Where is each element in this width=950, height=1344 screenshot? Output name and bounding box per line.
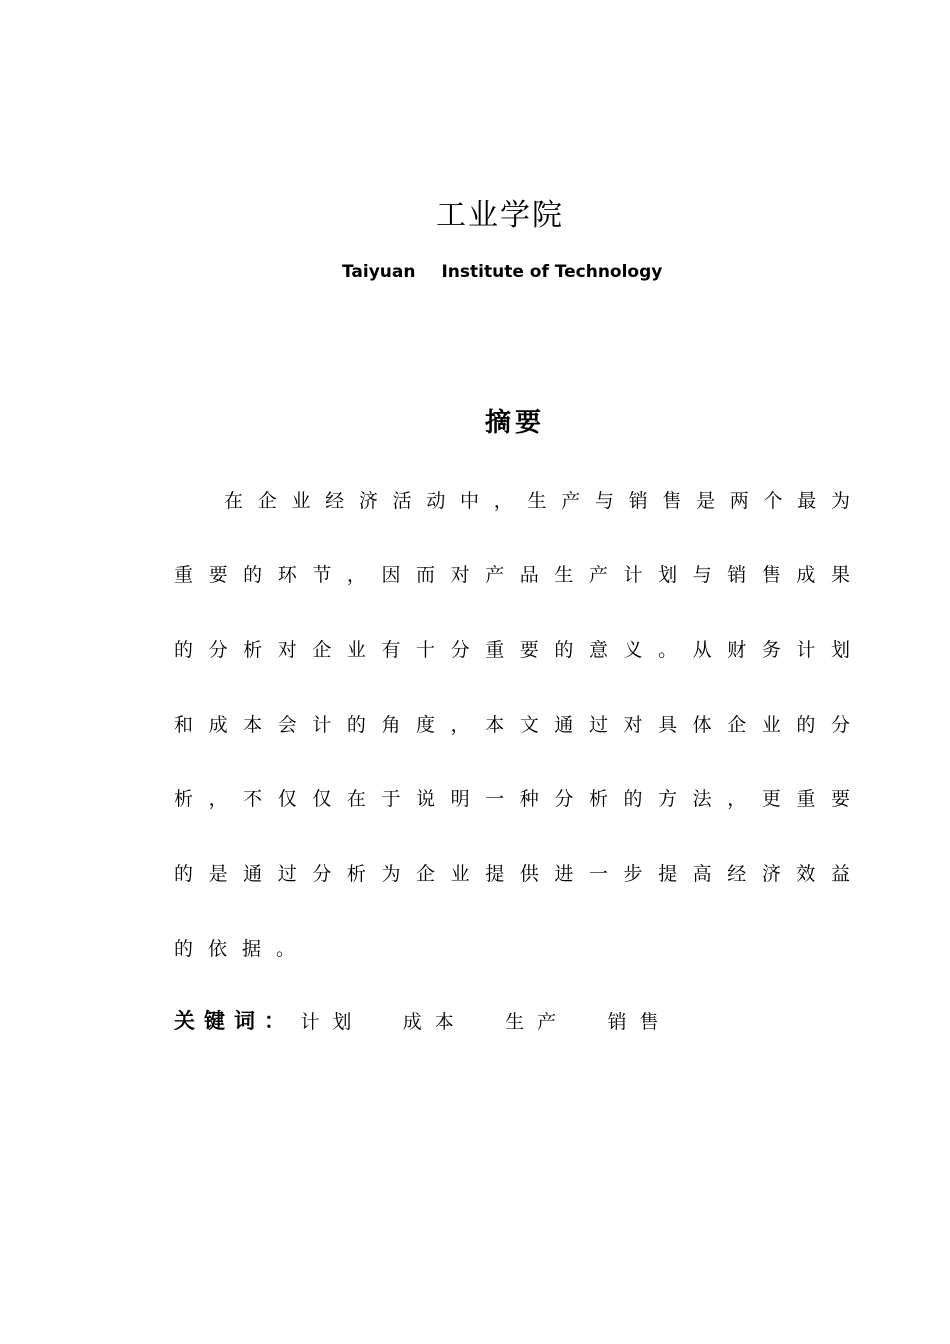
keywords-label: 关键词： (174, 1009, 294, 1033)
abstract-char: 。 (276, 938, 296, 960)
abstract-char: 析 (243, 639, 263, 661)
abstract-char: 重 (485, 639, 505, 661)
school-name-english-part1: Taiyuan (342, 262, 416, 282)
abstract-char: 划 (830, 639, 850, 661)
abstract-char: 过 (588, 714, 608, 736)
abstract-char: 步 (623, 863, 643, 885)
abstract-char: 分 (450, 639, 470, 661)
abstract-char: 种 (519, 788, 539, 810)
abstract-char: 要 (830, 788, 850, 810)
abstract-char: 的 (243, 564, 263, 586)
abstract-line (174, 861, 850, 887)
abstract-char: 在 (224, 490, 244, 512)
school-name-chinese: 工业学院 (436, 198, 564, 233)
abstract-char: 义 (623, 639, 643, 661)
abstract-char: 于 (381, 788, 401, 810)
abstract-char: 售 (662, 490, 682, 512)
abstract-char: 效 (796, 863, 816, 885)
abstract-char: 的 (346, 714, 366, 736)
abstract-char: 计 (623, 564, 643, 586)
abstract-char: 的 (174, 863, 194, 885)
abstract-char: 会 (277, 714, 297, 736)
abstract-char: 务 (761, 639, 781, 661)
abstract-char: 角 (381, 714, 401, 736)
abstract-line (224, 488, 850, 514)
abstract-char: 十 (416, 639, 436, 661)
abstract-char: 重 (796, 788, 816, 810)
abstract-char: 的 (796, 714, 816, 736)
abstract-line (174, 786, 850, 812)
abstract-char: 高 (692, 863, 712, 885)
abstract-char: 产 (485, 564, 505, 586)
abstract-line (174, 712, 850, 738)
abstract-char: 不 (243, 788, 263, 810)
abstract-char: 生 (527, 490, 547, 512)
school-name-english-part2: Institute of Technology (441, 262, 663, 282)
abstract-char: 企 (416, 863, 436, 885)
abstract-char: 的 (174, 639, 194, 661)
abstract-char: 济 (358, 490, 378, 512)
abstract-char: 说 (416, 788, 436, 810)
abstract-char: 企 (312, 639, 332, 661)
abstract-char: 售 (761, 564, 781, 586)
abstract-char: 分 (554, 788, 574, 810)
abstract-char: 与 (594, 490, 614, 512)
abstract-char: ， (493, 490, 513, 512)
abstract-char: ， (450, 714, 470, 736)
abstract-char: 分 (208, 639, 228, 661)
abstract-char: 财 (727, 639, 747, 661)
abstract-char: 据 (242, 938, 262, 960)
abstract-char: 的 (554, 639, 574, 661)
abstract-char: 为 (381, 863, 401, 885)
abstract-char: 计 (796, 639, 816, 661)
abstract-char: 为 (830, 490, 850, 512)
school-name-english (342, 261, 662, 283)
abstract-line (174, 637, 850, 663)
abstract-char: 明 (450, 788, 470, 810)
abstract-char: 在 (346, 788, 366, 810)
abstract-char: 对 (277, 639, 297, 661)
abstract-char: 提 (485, 863, 505, 885)
abstract-line (174, 562, 850, 588)
abstract-line (174, 936, 310, 962)
abstract-char: 要 (208, 564, 228, 586)
abstract-char: 业 (450, 863, 470, 885)
abstract-char: 业 (291, 490, 311, 512)
abstract-char: 最 (797, 490, 817, 512)
abstract-title: 摘要 (484, 408, 545, 438)
abstract-char: 对 (450, 564, 470, 586)
abstract-char: 本 (243, 714, 263, 736)
abstract-char: 的 (174, 938, 194, 960)
keyword-item: 成本 (402, 1011, 467, 1033)
abstract-char: 产 (588, 564, 608, 586)
abstract-char: 产 (561, 490, 581, 512)
abstract-char: 个 (763, 490, 783, 512)
abstract-char: 益 (830, 863, 850, 885)
abstract-char: 两 (729, 490, 749, 512)
abstract-char: 仅 (277, 788, 297, 810)
abstract-char: 因 (381, 564, 401, 586)
abstract-char: 动 (426, 490, 446, 512)
abstract-char: 仅 (312, 788, 332, 810)
abstract-char: 更 (761, 788, 781, 810)
abstract-char: 果 (830, 564, 850, 586)
abstract-char: 活 (392, 490, 412, 512)
abstract-char: 中 (460, 490, 480, 512)
abstract-char: 业 (761, 714, 781, 736)
abstract-char: 通 (243, 863, 263, 885)
abstract-char: 是 (208, 863, 228, 885)
abstract-char: 有 (381, 639, 401, 661)
abstract-char: 提 (658, 863, 678, 885)
abstract-char: 具 (658, 714, 678, 736)
abstract-char: 体 (692, 714, 712, 736)
abstract-char: 业 (346, 639, 366, 661)
abstract-char: 供 (519, 863, 539, 885)
abstract-char: 成 (208, 714, 228, 736)
abstract-char: 济 (761, 863, 781, 885)
abstract-char: 对 (623, 714, 643, 736)
abstract-char: 通 (554, 714, 574, 736)
abstract-char: 方 (658, 788, 678, 810)
abstract-char: 和 (174, 714, 194, 736)
abstract-char: 依 (208, 938, 228, 960)
abstract-char: 重 (174, 564, 194, 586)
abstract-char: 而 (416, 564, 436, 586)
abstract-char: 从 (692, 639, 712, 661)
abstract-char: 生 (554, 564, 574, 586)
abstract-char: 进 (554, 863, 574, 885)
abstract-char: 析 (588, 788, 608, 810)
abstract-char: 分 (312, 863, 332, 885)
abstract-char: 品 (519, 564, 539, 586)
abstract-char: 节 (312, 564, 332, 586)
abstract-char: 要 (519, 639, 539, 661)
abstract-char: 销 (727, 564, 747, 586)
abstract-char: 环 (277, 564, 297, 586)
keyword-item: 计划 (300, 1011, 365, 1033)
abstract-char: 本 (485, 714, 505, 736)
abstract-char: 文 (519, 714, 539, 736)
abstract-char: 的 (623, 788, 643, 810)
abstract-char: 计 (312, 714, 332, 736)
abstract-char: 。 (658, 639, 678, 661)
abstract-char: ， (346, 564, 366, 586)
abstract-char: 一 (485, 788, 505, 810)
abstract-char: 销 (628, 490, 648, 512)
abstract-char: 经 (325, 490, 345, 512)
abstract-char: 企 (727, 714, 747, 736)
abstract-char: 法 (692, 788, 712, 810)
abstract-char: 析 (174, 788, 194, 810)
abstract-char: ， (727, 788, 747, 810)
abstract-char: 企 (257, 490, 277, 512)
abstract-char: 经 (727, 863, 747, 885)
abstract-char: 一 (588, 863, 608, 885)
keyword-item: 销售 (607, 1011, 672, 1033)
abstract-char: 过 (277, 863, 297, 885)
abstract-char: 是 (696, 490, 716, 512)
abstract-char: 析 (346, 863, 366, 885)
keyword-item: 生产 (505, 1011, 570, 1033)
abstract-char: 成 (796, 564, 816, 586)
abstract-char: ， (208, 788, 228, 810)
keywords-row (174, 1007, 704, 1036)
abstract-char: 意 (588, 639, 608, 661)
abstract-char: 划 (658, 564, 678, 586)
abstract-char: 与 (692, 564, 712, 586)
abstract-char: 分 (830, 714, 850, 736)
abstract-char: 度 (416, 714, 436, 736)
